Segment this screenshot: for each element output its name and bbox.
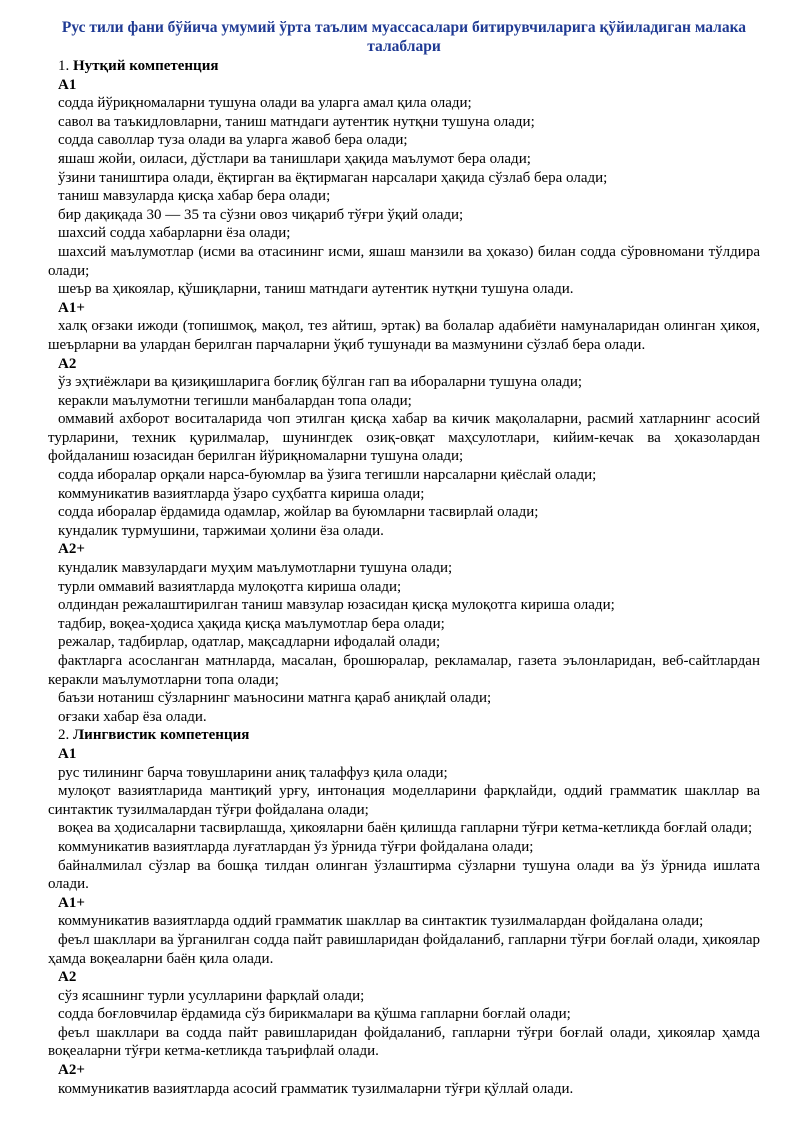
requirement-item: ўз эҳтиёжлари ва қизиқишларига боғлиқ бўлган гап ва ибораларни тушуна олади;	[58, 374, 583, 391]
requirement-item: мулоқот вазиятларида мантиқий урғу, интонация моделларини фарқлайди, оддий грамматик шакллар ва синтактик тузилмалардан тўғри фойдалана олади;	[48, 783, 760, 818]
requirement-item: халқ оғзаки ижоди (топишмоқ, мақол, тез айтиш, эртак) ва болалар адабиёти намуналаридан олинган ҳикоя, шеърларни ва улардан берилган парчаларни ўқиб тушунади ва мазмунини сўзлаб бера олади.	[48, 318, 760, 353]
level-label: A1	[58, 745, 77, 762]
requirement-item: байналмилал сўзлар ва бошқа тилдан олинган ўзлаштирма сўзларни тушуна олади ва ўз ўрнида ишлата олади.	[48, 857, 760, 893]
requirement-item: содда саволлар туза олади ва уларга жавоб бера олади;	[58, 132, 408, 149]
section-heading	[48, 57, 760, 76]
requirement-item: турли оммавий вазиятларда мулоқотга кириша олади;	[58, 578, 402, 595]
requirement-item: сўз ясашнинг турли усулларини фарқлай олади;	[58, 987, 365, 1004]
document-title: Рус тили фани бўйича умумий ўрта таълим муассасалари битирувчиларига қўйиладиган малака талаблари	[61, 19, 747, 55]
requirement-item: керакли маълумотни тегишли манбалардан топа олади;	[58, 392, 412, 409]
requirement-item: режалар, тадбирлар, одатлар, мақсадларни ифодалай олади;	[58, 634, 441, 651]
document-body	[48, 57, 760, 1098]
level-label: A2+	[58, 1062, 85, 1079]
requirement-item: воқеа ва ҳодисаларни тасвирлашда, ҳикояларни баён қилишда гапларни тўғри кетма-кетликда боғлай олади;	[58, 820, 753, 837]
requirement-item: содда иборалар орқали нарса-буюмлар ва ўзига тегишли нарсаларни қиёслай олади;	[58, 467, 597, 484]
requirement-item: шеър ва ҳикоялар, қўшиқларни, таниш матндаги аутентик нутқни тушуна олади.	[58, 281, 574, 298]
requirement-item: шахсий содда хабарларни ёза олади;	[58, 225, 291, 242]
level-label: A2	[58, 355, 77, 372]
requirement-item: коммуникатив вазиятларда оддий грамматик шакллар ва синтактик тузилмалардан фойдалана олади;	[58, 913, 704, 930]
requirement-item: ўзини таништира олади, ёқтирган ва ёқтирмаган нарсалари ҳақида сўзлаб бера олади;	[58, 169, 608, 186]
requirement-item: бир дақиқада 30 — 35 та сўзни овоз чиқариб тўғри ўқий олади;	[58, 206, 464, 223]
requirement-item: яшаш жойи, оиласи, дўстлари ва танишлари ҳақида маълумот бера олади;	[58, 150, 531, 167]
requirement-item: кундалик мавзулардаги муҳим маълумотларни тушуна олади;	[58, 560, 453, 577]
level-label: A2+	[58, 541, 85, 558]
requirement-item: коммуникатив вазиятларда луғатлардан ўз ўрнида тўғри фойдалана олади;	[58, 838, 534, 855]
requirement-item: содда иборалар ёрдамида одамлар, жойлар ва буюмларни тасвирлай олади;	[58, 504, 539, 521]
requirement-item: рус тилининг барча товушларини аниқ талаффуз қила олади;	[58, 764, 448, 781]
requirement-item: оғзаки хабар ёза олади.	[58, 708, 207, 725]
requirement-item: савол ва таъкидловларни, таниш матндаги аутентик нутқни тушуна олади;	[58, 113, 535, 130]
requirement-item: коммуникатив вазиятларда ўзаро суҳбатга кириша олади;	[58, 485, 425, 502]
requirement-item: олдиндан режалаштирилган таниш мавзулар юзасидан қисқа мулоқотга кириша олади;	[58, 597, 615, 614]
section-number: 2.	[58, 727, 73, 744]
requirement-item: шахсий маълумотлар (исми ва отасининг исми, яшаш манзили ва ҳоказо) билан содда сўровномани тўлдира олади;	[48, 243, 760, 279]
section-name: Нутқий компетенция	[73, 58, 219, 74]
requirement-item: содда йўриқномаларни тушуна олади ва уларга амал қила олади;	[58, 95, 472, 112]
section-heading	[48, 726, 760, 745]
requirement-item: тадбир, воқеа-ҳодиса ҳақида қисқа маълумотлар бера олади;	[58, 615, 445, 632]
level-label: A1	[58, 76, 77, 93]
requirement-item: фактларга асосланган матнларда, масалан, брошюралар, рекламалар, газета эълонларидан, веб-сайтлардан керакли маълумотларни топа олади;	[48, 653, 760, 688]
requirement-item: феъл шакллари ва ўрганилган содда пайт равишларидан фойдаланиб, гапларни тўғри боғлай олади, ҳикоялар ҳамда воқеаларни баён қила олади.	[48, 931, 760, 967]
section-name: Лингвистик компетенция	[73, 727, 250, 744]
level-label: A1+	[58, 299, 85, 316]
level-label: A1+	[58, 894, 85, 911]
section-number: 1.	[58, 58, 73, 74]
requirement-item: таниш мавзуларда қисқа хабар бера олади;	[58, 188, 331, 205]
requirement-item: феъл шакллари ва содда пайт равишларидан фойдаланиб, гапларни тўғри боғлай олади, ҳикоялар ҳамда воқеаларни тўғри кетма-кетликда таърифлай олади.	[48, 1024, 760, 1060]
requirement-item: кундалик турмушини, таржимаи ҳолини ёза олади.	[58, 522, 384, 539]
requirement-item: содда боғловчилар ёрдамида сўз бирикмалари ва қўшма гапларни боғлай олади;	[58, 1006, 571, 1023]
level-label: A2	[58, 969, 77, 986]
requirement-item: коммуникатив вазиятларда асосий грамматик тузилмаларни тўғри қўллай олади.	[58, 1080, 574, 1097]
requirement-item: оммавий ахборот воситаларида чоп этилган қисқа хабар ва кичик мақолаларни, расмий хатларнинг асосий турларини, техник қурилмалар, шунингдек озиқ-овқат маҳсулотлари, кийим-кечак ва ҳоказолардан фойдаланиш юзасидан берилган йўриқномаларни тушуна олади;	[48, 411, 760, 465]
requirement-item: баъзи нотаниш сўзларнинг маъносини матнга қараб аниқлай олади;	[58, 690, 492, 707]
